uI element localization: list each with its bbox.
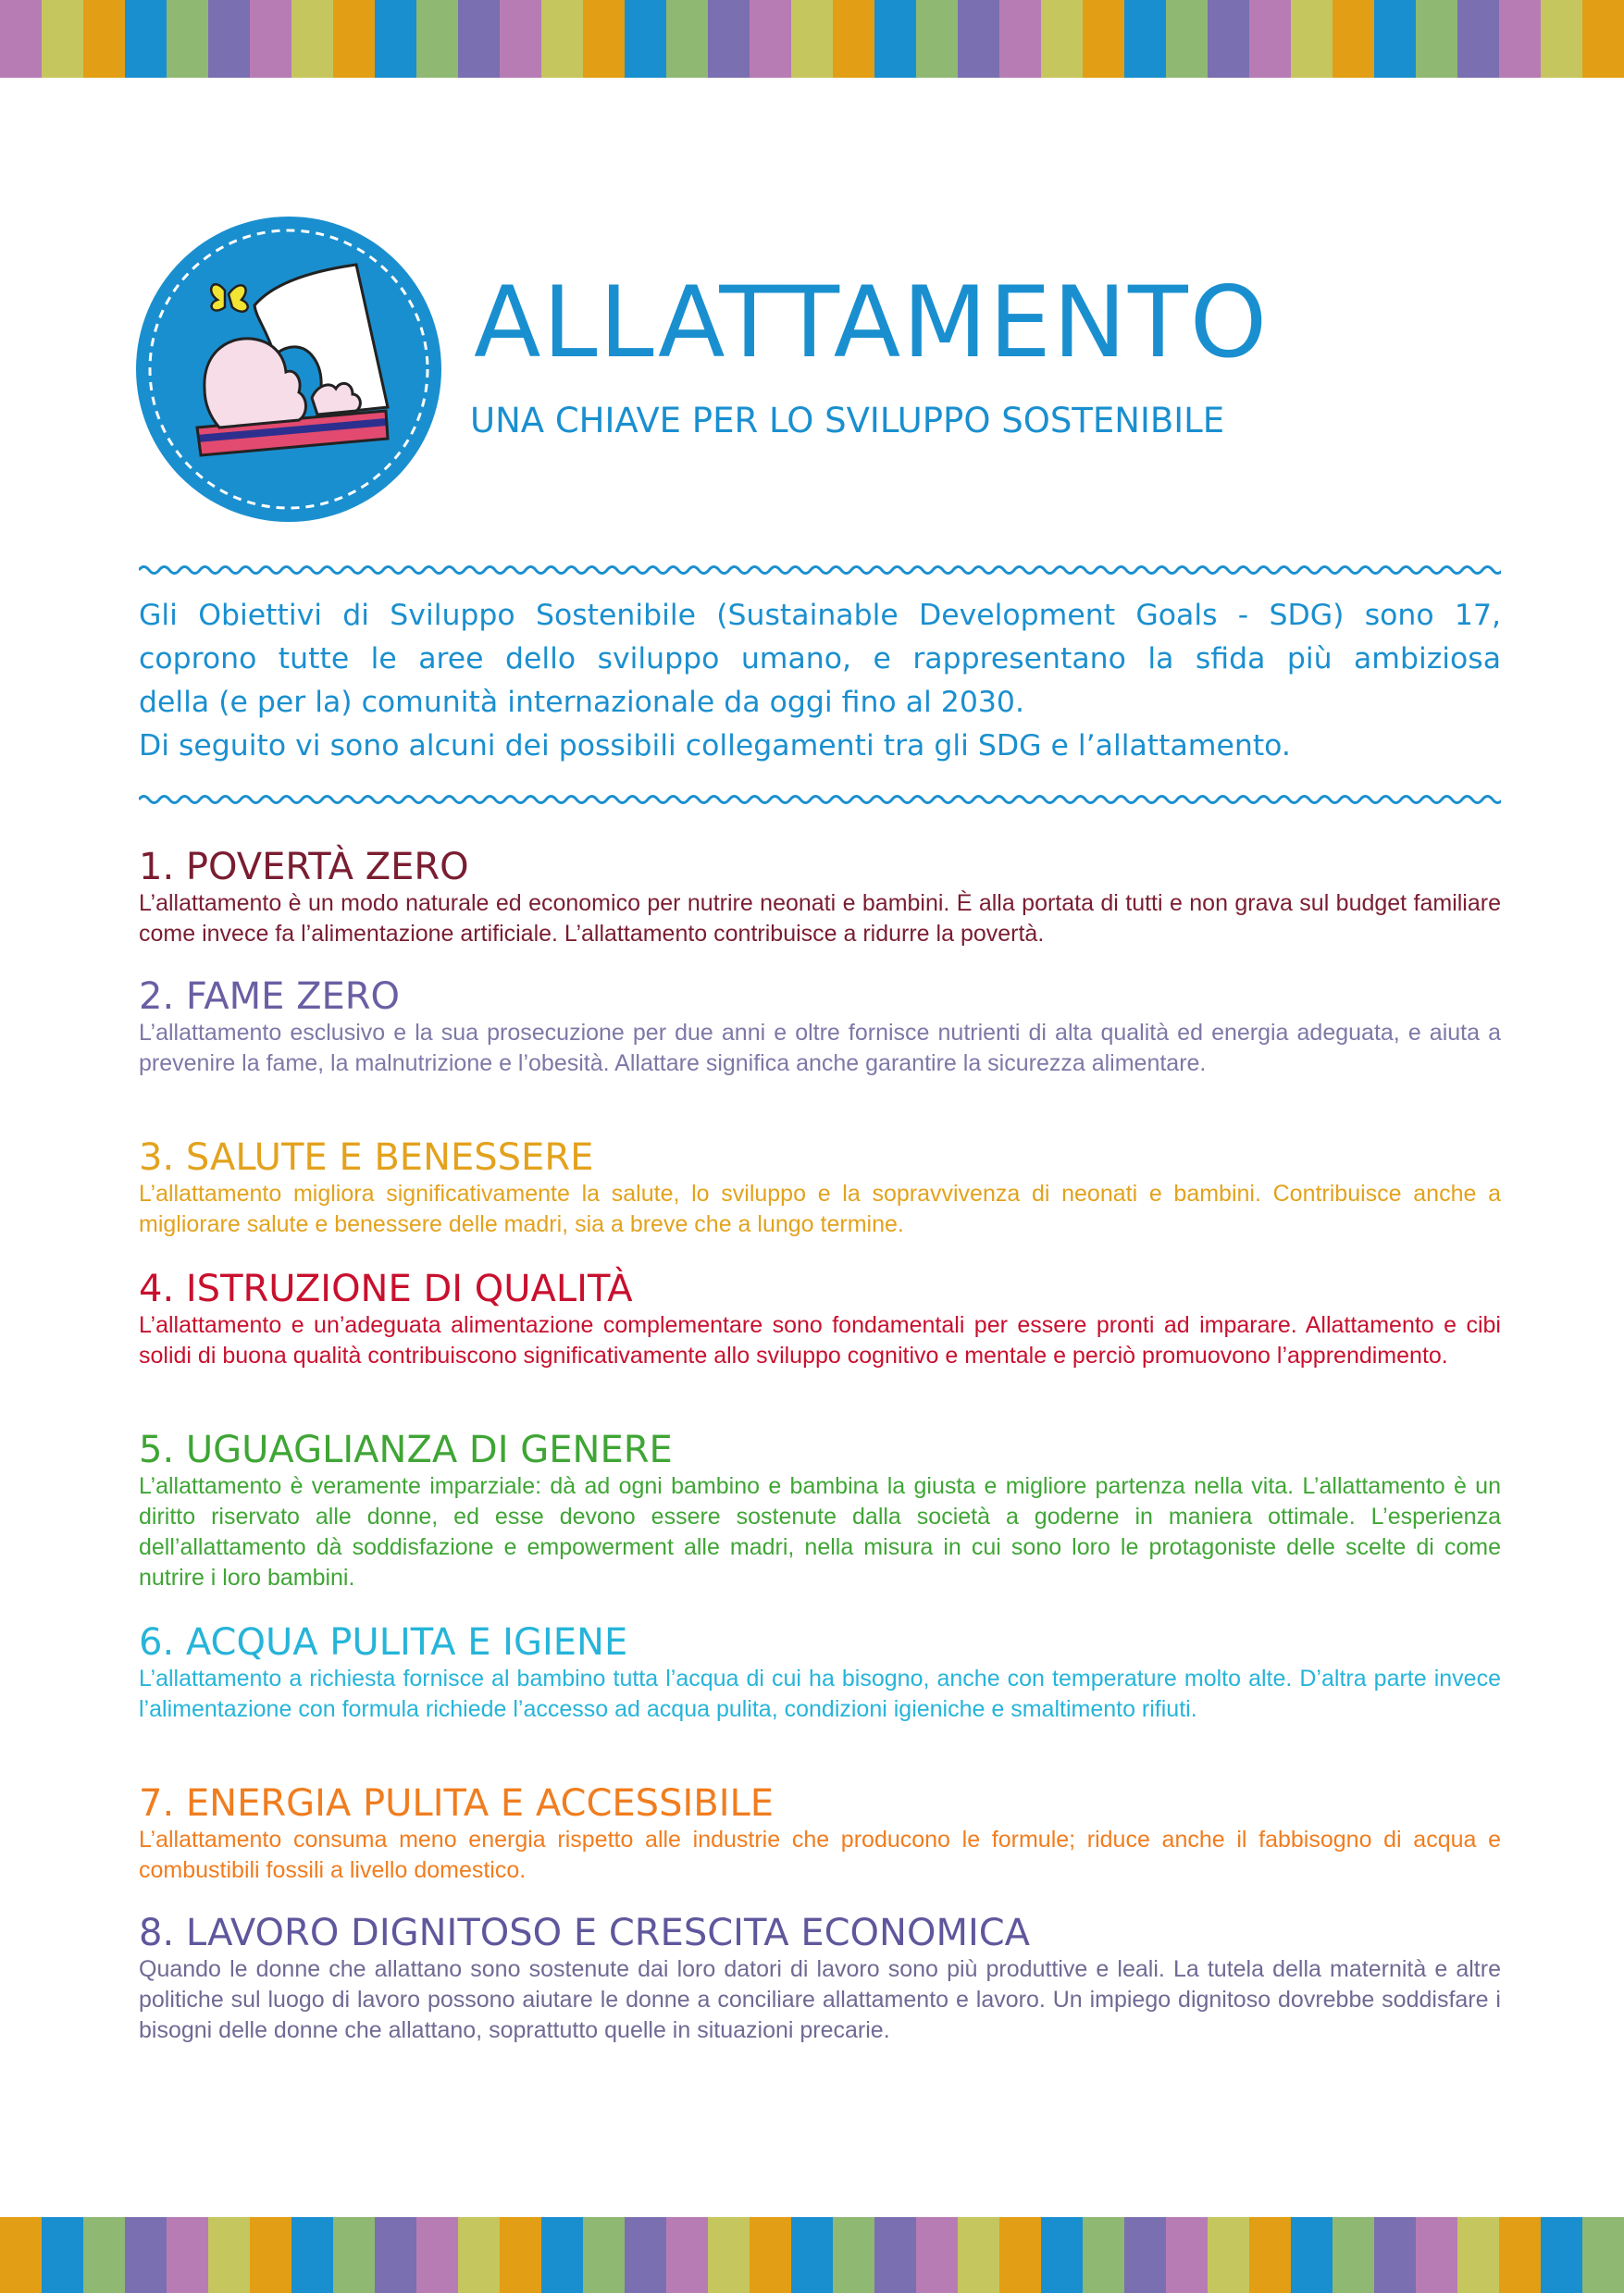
stripe [42, 0, 83, 78]
stripe [1374, 2217, 1416, 2293]
stripe [750, 2217, 791, 2293]
stripe [208, 0, 250, 78]
section-title: 6. ACQUA PULITA E IGIENE [139, 1621, 628, 1664]
stripe [208, 2217, 250, 2293]
stripe [333, 0, 375, 78]
stripe [1249, 0, 1291, 78]
stripe [1541, 2217, 1582, 2293]
intro-paragraph [139, 594, 1501, 768]
intro-line: coprono tutte le aree dello sviluppo umano, e rappresentano la sfida più ambiziosa [139, 642, 1501, 676]
breastfeeding-logo-icon [136, 217, 441, 522]
stripe [541, 0, 583, 78]
stripe [833, 2217, 874, 2293]
stripe [1457, 0, 1499, 78]
stripe [1291, 2217, 1333, 2293]
intro-line: della (e per la) comunità internazionale da oggi fino al 2030. [139, 686, 1024, 719]
stripe [1416, 2217, 1457, 2293]
stripe [1083, 0, 1124, 78]
stripe [1374, 0, 1416, 78]
stripe [125, 0, 167, 78]
section-text: L’allattamento e un’adeguata alimentazione complementare sono fondamentali per essere pronti ad imparare. Allattamento e cibi solidi di buona qualità contribuiscono significativamente allo sviluppo cognitivo e mentale e perciò promuovono l’apprendimento. [139, 1312, 1501, 1369]
stripe [83, 2217, 125, 2293]
sdg-section-3 [139, 1136, 1501, 1240]
sdg-section-1 [139, 846, 1501, 949]
stripe [583, 0, 625, 78]
stripe [250, 2217, 291, 2293]
stripe [916, 0, 958, 78]
stripe [83, 0, 125, 78]
section-text: L’allattamento esclusivo e la sua prosecuzione per due anni e oltre fornisce nutrienti di alta qualità ed energia adeguata, e aiuta a prevenire la fame, la malnutrizione e l’obesità. Allattare significa anche garantire la sicurezza alimentare. [139, 1020, 1501, 1076]
stripe [1291, 0, 1333, 78]
stripe [1457, 2217, 1499, 2293]
intro-line: Di seguito vi sono alcuni dei possibili collegamenti tra gli SDG e l’allattamento. [139, 729, 1291, 762]
stripe [708, 2217, 750, 2293]
stripe [1249, 2217, 1291, 2293]
stripe [167, 0, 208, 78]
stripe [1124, 2217, 1166, 2293]
intro-line: Gli Obiettivi di Sviluppo Sostenibile (Sustainable Development Goals - SDG) sono 17, [139, 599, 1501, 632]
section-title: 4. ISTRUZIONE DI QUALITÀ [139, 1268, 633, 1310]
stripe [458, 2217, 500, 2293]
stripe [42, 2217, 83, 2293]
section-text: L’allattamento è veramente imparziale: dà ad ogni bambino e bambina la giusta e migliore partenza nella vita. L’allattamento è un diritto riservato alle donne, ed esse devono essere sostenute dalla società a goderne in maniera ottimale. L’esperienza dell’allattamento dà soddisfazione e empowerment alle madri, nella misura in cui sono loro le protagoniste delle scelte di come nutrire i loro bambini. [139, 1473, 1501, 1591]
stripe [1208, 2217, 1249, 2293]
stripe [1499, 0, 1541, 78]
section-title: 3. SALUTE E BENESSERE [139, 1136, 594, 1179]
stripe [583, 2217, 625, 2293]
section-title: 7. ENERGIA PULITA E ACCESSIBILE [139, 1782, 775, 1825]
stripe [0, 2217, 42, 2293]
stripe [1582, 2217, 1624, 2293]
stripe [375, 0, 416, 78]
wave-divider [139, 791, 1501, 808]
stripe [625, 2217, 666, 2293]
section-text: L’allattamento migliora significativamente la salute, lo sviluppo e la sopravvivenza di neonati e bambini. Contribuisce anche a migliorare salute e benessere delle madri, sia a breve che a lungo termine. [139, 1181, 1501, 1237]
section-title: 5. UGUAGLIANZA DI GENERE [139, 1429, 673, 1471]
stripe [333, 2217, 375, 2293]
stripe [1124, 0, 1166, 78]
stripe [500, 2217, 541, 2293]
stripe [500, 0, 541, 78]
wave-divider [139, 562, 1501, 578]
stripe [0, 0, 42, 78]
stripe [1499, 2217, 1541, 2293]
stripe [1166, 0, 1208, 78]
stripe [958, 2217, 999, 2293]
sdg-section-4 [139, 1268, 1501, 1371]
stripe [791, 2217, 833, 2293]
stripe [1208, 0, 1249, 78]
section-title: 8. LAVORO DIGNITOSO E CRESCITA ECONOMICA [139, 1912, 1031, 1954]
bottom-stripe-border [0, 2217, 1624, 2293]
sdg-section-8 [139, 1912, 1501, 2046]
stripe [999, 2217, 1041, 2293]
stripe [874, 0, 916, 78]
stripe [1582, 0, 1624, 78]
top-stripe-border [0, 0, 1624, 78]
stripe [708, 0, 750, 78]
stripe [958, 0, 999, 78]
stripe [458, 0, 500, 78]
stripe [916, 2217, 958, 2293]
stripe [666, 0, 708, 78]
section-text: L’allattamento a richiesta fornisce al bambino tutta l’acqua di cui ha bisogno, anche con temperature molto alte. D’altra parte invece l’alimentazione con formula richiede l’accesso ad acqua pulita, condizioni igieniche e smaltimento rifiuti. [139, 1666, 1501, 1722]
stripe [291, 2217, 333, 2293]
sdg-section-2 [139, 975, 1501, 1079]
stripe [541, 2217, 583, 2293]
stripe [1333, 0, 1374, 78]
stripe [250, 0, 291, 78]
sdg-section-7 [139, 1782, 1501, 1886]
section-title: 1. POVERTÀ ZERO [139, 846, 469, 888]
stripe [291, 0, 333, 78]
stripe [1541, 0, 1582, 78]
stripe [1041, 0, 1083, 78]
stripe [416, 0, 458, 78]
stripe [999, 0, 1041, 78]
stripe [375, 2217, 416, 2293]
page-subtitle: UNA CHIAVE PER LO SVILUPPO SOSTENIBILE [470, 401, 1225, 440]
section-text: L’allattamento consuma meno energia rispetto alle industrie che producono le formule; riduce anche il fabbisogno di acqua e combustibili fossili a livello domestico. [139, 1827, 1501, 1883]
stripe [750, 0, 791, 78]
stripe [625, 0, 666, 78]
section-text: Quando le donne che allattano sono sostenute dai loro datori di lavoro sono più produttive e leali. La tutela della maternità e altre politiche sul luogo di lavoro possono aiutare le donne a conciliare allattamento e lavoro. Un impiego dignitoso dovrebbe soddisfare i bisogni delle donne che allattano, soprattutto quelle in situazioni precarie. [139, 1956, 1501, 2043]
section-title: 2. FAME ZERO [139, 975, 401, 1018]
stripe [666, 2217, 708, 2293]
stripe [1041, 2217, 1083, 2293]
page-title: ALLATTAMENTO [474, 266, 1270, 379]
stripe [1416, 0, 1457, 78]
section-text: L’allattamento è un modo naturale ed economico per nutrire neonati e bambini. È alla portata di tutti e non grava sul budget familiare come invece fa l’alimentazione artificiale. L’allattamento contribuisce a ridurre la povertà. [139, 890, 1501, 947]
stripe [125, 2217, 167, 2293]
sdg-section-6 [139, 1621, 1501, 1725]
stripe [833, 0, 874, 78]
sdg-section-5 [139, 1429, 1501, 1593]
stripe [1083, 2217, 1124, 2293]
stripe [1333, 2217, 1374, 2293]
stripe [1166, 2217, 1208, 2293]
stripe [416, 2217, 458, 2293]
stripe [874, 2217, 916, 2293]
stripe [791, 0, 833, 78]
stripe [167, 2217, 208, 2293]
